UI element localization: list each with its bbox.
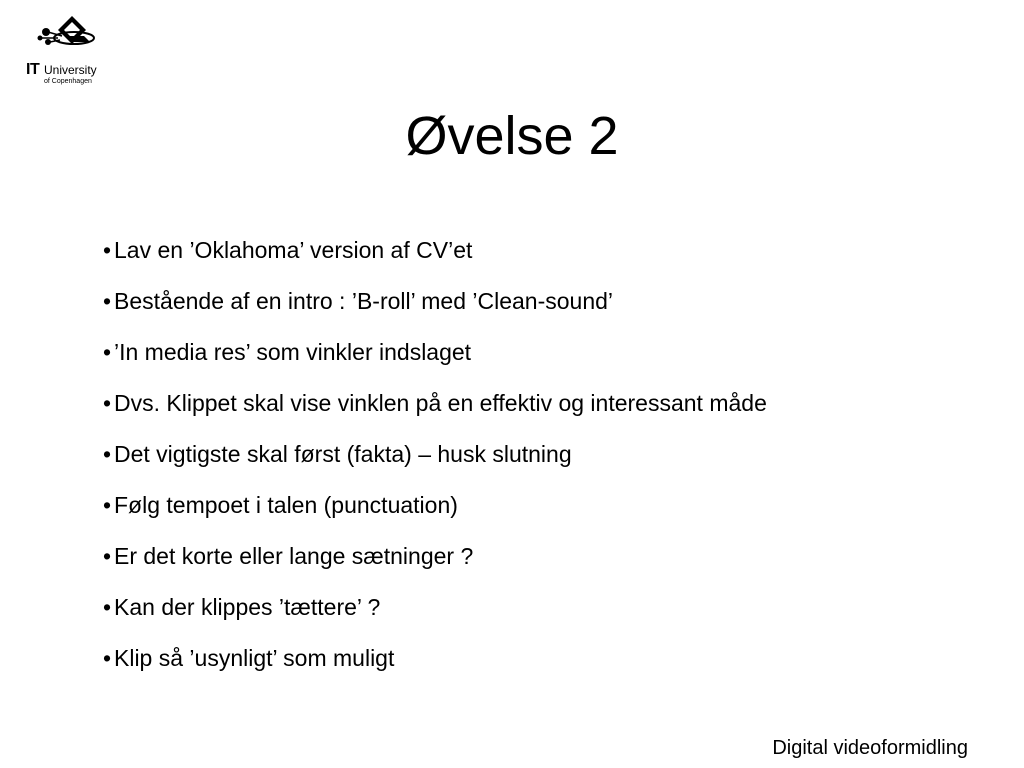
logo-it-text: IT [26, 61, 40, 78]
slide-title: Øvelse 2 [405, 106, 619, 166]
bullet-text: • Er det korte eller lange sætninger ? [114, 543, 474, 569]
bullet-text: • Lav en ’Oklahoma’ version af CV’et [114, 237, 473, 263]
bullet-item [103, 338, 963, 367]
bullet-item [103, 593, 963, 622]
itu-logo [26, 14, 110, 88]
bullet-item [103, 236, 963, 265]
bullet-text: • Klip så ’usynligt’ som muligt [114, 645, 395, 671]
bullet-text: • Dvs. Klippet skal vise vinklen på en effektiv og interessant måde [114, 390, 767, 416]
itu-emblem-icon [36, 14, 100, 62]
bullet-text: • Følg tempoet i talen (punctuation) [114, 492, 458, 518]
logo-university-text: University [44, 63, 97, 77]
bullet-item [103, 644, 963, 673]
bullet-item [103, 491, 963, 520]
bullet-text: • Bestående af en intro : ’B-roll’ med ’Clean-sound’ [114, 288, 614, 314]
bullet-item [103, 440, 963, 469]
bullet-item [103, 389, 963, 418]
bullet-list [103, 236, 963, 695]
bullet-text: • ’In media res’ som vinkler indslaget [114, 339, 472, 365]
bullet-item [103, 542, 963, 571]
bullet-item [103, 287, 963, 316]
bullet-text: • Det vigtigste skal først (fakta) – husk slutning [114, 441, 572, 467]
footer-text: Digital videoformidling [772, 737, 968, 759]
bullet-text: • Kan der klippes ’tættere’ ? [114, 594, 381, 620]
logo-copenhagen-text: of Copenhagen [44, 78, 92, 85]
